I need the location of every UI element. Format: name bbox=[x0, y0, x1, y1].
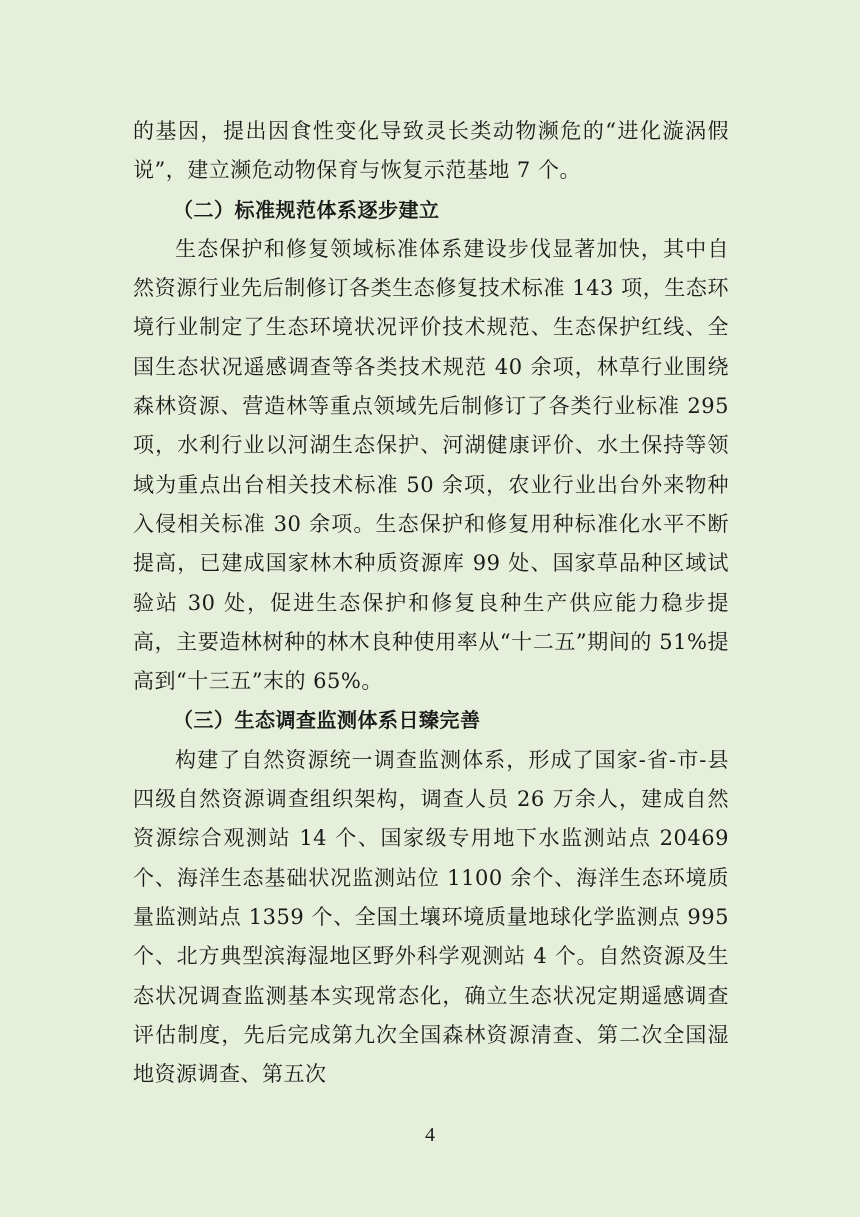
page-number: 4 bbox=[425, 1124, 435, 1146]
paragraph-intro: 的基因，提出因食性变化导致灵长类动物濒危的“进化漩涡假说”，建立濒危动物保育与恢复示范基地 7 个。 bbox=[133, 119, 729, 183]
section-heading-standards: （二）标准规范体系逐步建立 bbox=[173, 197, 440, 222]
section-heading-monitoring: （三）生态调查监测体系日臻完善 bbox=[173, 708, 481, 733]
paragraph-standards: 生态保护和修复领域标准体系建设步伐显著加快，其中自然资源行业先后制修订各类生态修复技术标准 143 项，生态环境行业制定了生态环境状况评价技术规范、生态保护红线、全国生态状况遥感调查等各类技术规范 40 余项，林草行业围绕森林资源、营造林等重点领域先后制修订了各类行业标准 295 项，水利行业以河湖生态保护、河湖健康评价、水土保持等领域为重点出台相关技术标准 50 余项，农业行业出台外来物种入侵相关标准 30 余项。生态保护和修复用种标准化水平不断提高，已建成国家林木种质资源库 99 处、国家草品种区域试验站 30 处，促进生态保护和修复良种生产供应能力稳步提高，主要造林树种的林木良种使用率从“十二五”期间的 51%提高到“十三五”末的 65%。 bbox=[133, 236, 729, 694]
document-body bbox=[133, 112, 729, 1094]
paragraph-monitoring: 构建了自然资源统一调查监测体系，形成了国家-省-市-县四级自然资源调查组织架构，调查人员 26 万余人，建成自然资源综合观测站 14 个、国家级专用地下水监测站点 20469 个、海洋生态基础状况监测站位 1100 余个、海洋生态环境质量监测站点 1359 个、全国土壤环境质量地球化学监测点 995 个、北方典型滨海湿地区野外科学观测站 4 个。自然资源及生态状况调查监测基本实现常态化，确立生态状况定期遥感调查评估制度，先后完成第九次全国森林资源清查、第二次全国湿地资源调查、第五次 bbox=[133, 747, 729, 1087]
